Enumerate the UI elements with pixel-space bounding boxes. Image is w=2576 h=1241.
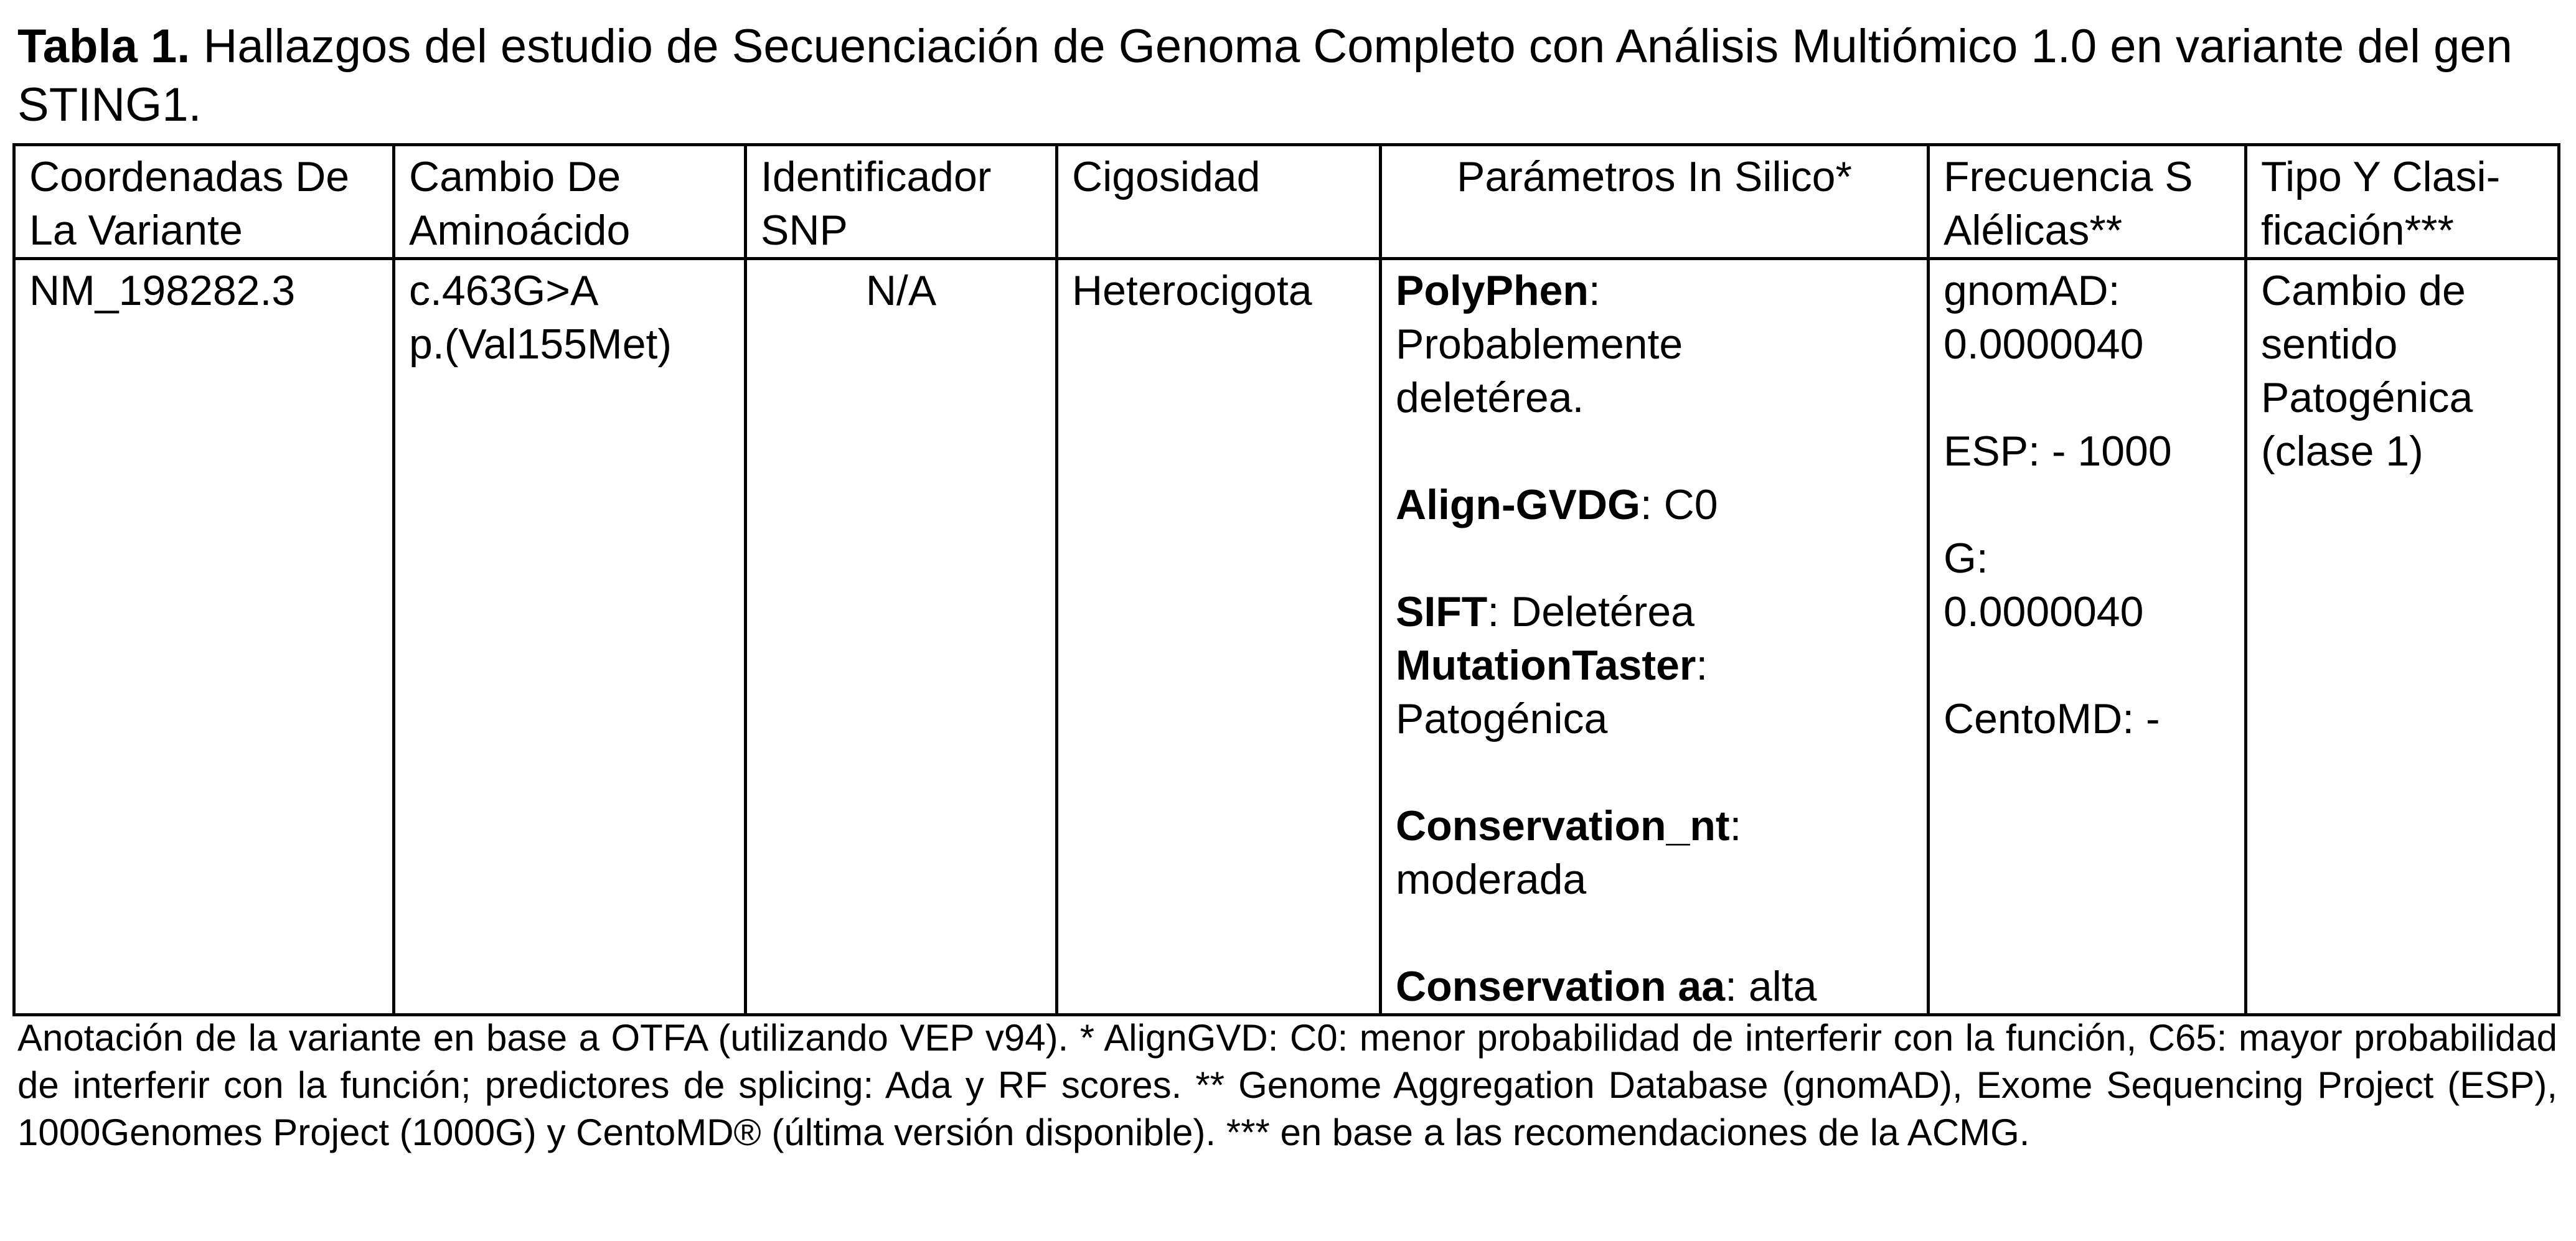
aa-change-protein: p.(Val155Met) bbox=[409, 321, 672, 368]
sift-value: : Deletérea bbox=[1487, 588, 1695, 635]
mutationtaster-value: Patogénica bbox=[1396, 695, 1608, 742]
header-classification: Tipo Y Clasi-ficación*** bbox=[2246, 145, 2559, 259]
classification-line-1: Cambio de bbox=[2261, 267, 2466, 314]
cell-zygosity: Heterocigota bbox=[1057, 259, 1381, 1015]
g-label: G: bbox=[1944, 535, 1988, 582]
cell-coordinates: NM_198282.3 bbox=[14, 259, 394, 1015]
table-row bbox=[14, 259, 2559, 1015]
header-aa-change: Cambio De Aminoácido bbox=[394, 145, 746, 259]
variant-table bbox=[12, 143, 2560, 1016]
header-snp-id: Identificador SNP bbox=[746, 145, 1057, 259]
header-coordinates: Coordenadas De La Variante bbox=[14, 145, 394, 259]
polyphen-line: PolyPhen: bbox=[1396, 267, 1601, 314]
cell-classification bbox=[2246, 259, 2559, 1015]
cons-aa-value: : alta bbox=[1725, 963, 1817, 1010]
sift-line bbox=[1396, 585, 1913, 639]
cons-nt-value: moderada bbox=[1396, 856, 1587, 903]
mutationtaster-label: MutationTaster bbox=[1396, 642, 1696, 689]
cell-insilico bbox=[1381, 259, 1929, 1015]
table-caption bbox=[17, 17, 2557, 134]
mutationtaster-line: MutationTaster: bbox=[1396, 642, 1708, 689]
polyphen-value-2: deletérea. bbox=[1396, 374, 1584, 421]
header-zygosity: Cigosidad bbox=[1057, 145, 1381, 259]
caption-label: Tabla 1. bbox=[17, 20, 190, 73]
cell-snp-id: N/A bbox=[746, 259, 1057, 1015]
classification-line-4: (clase 1) bbox=[2261, 428, 2423, 475]
classification-line-2: sentido bbox=[2261, 321, 2398, 368]
cell-aa-change bbox=[394, 259, 746, 1015]
table-footnote: Anotación de la variante en base a OTFA (utilizando VEP v94). * AlignGVD: C0: menor probabilidad de interferir con la función, C65: mayor probabilidad de interferir con la función; predictores de splicing: Ada y RF scores. ** Genome Aggregation Database (gnomAD), Exome Sequencing Project (ESP), 1000Genomes Project (1000G) y CentoMD® (última versión disponible). *** en base a las recomendaciones de la ACMG. bbox=[17, 1017, 2557, 1153]
cons-aa-label: Conservation aa bbox=[1396, 963, 1726, 1010]
cons-aa-line bbox=[1396, 960, 1913, 1013]
header-frequencies: Frecuencia S Alélicas** bbox=[1929, 145, 2246, 259]
gnomad-label: gnomAD: bbox=[1944, 267, 2120, 314]
cons-nt-label: Conservation_nt bbox=[1396, 802, 1730, 850]
sift-label: SIFT bbox=[1396, 588, 1488, 635]
gnomad-value: 0.0000040 bbox=[1944, 321, 2144, 368]
polyphen-value-1: Probablemente bbox=[1396, 321, 1683, 368]
table-header-row bbox=[14, 145, 2559, 259]
centomd-line: CentoMD: - bbox=[1944, 695, 2160, 742]
cons-nt-line: Conservation_nt: bbox=[1396, 802, 1742, 850]
polyphen-label: PolyPhen bbox=[1396, 267, 1589, 314]
caption-text: Hallazgos del estudio de Secuenciación de Genoma Completo con Análisis Multiómico 1.0 en variante del gen STING1. bbox=[17, 20, 2513, 131]
aa-change-cdna: c.463G>A bbox=[409, 267, 599, 314]
classification-line-3: Patogénica bbox=[2261, 374, 2473, 421]
cell-frequencies bbox=[1929, 259, 2246, 1015]
g-value: 0.0000040 bbox=[1944, 588, 2144, 635]
align-label: Align-GVDG bbox=[1396, 481, 1640, 528]
align-value: : C0 bbox=[1640, 481, 1718, 528]
header-insilico: Parámetros In Silico* bbox=[1381, 145, 1929, 259]
esp-line: ESP: - 1000 bbox=[1944, 428, 2172, 475]
align-line bbox=[1396, 478, 1913, 532]
